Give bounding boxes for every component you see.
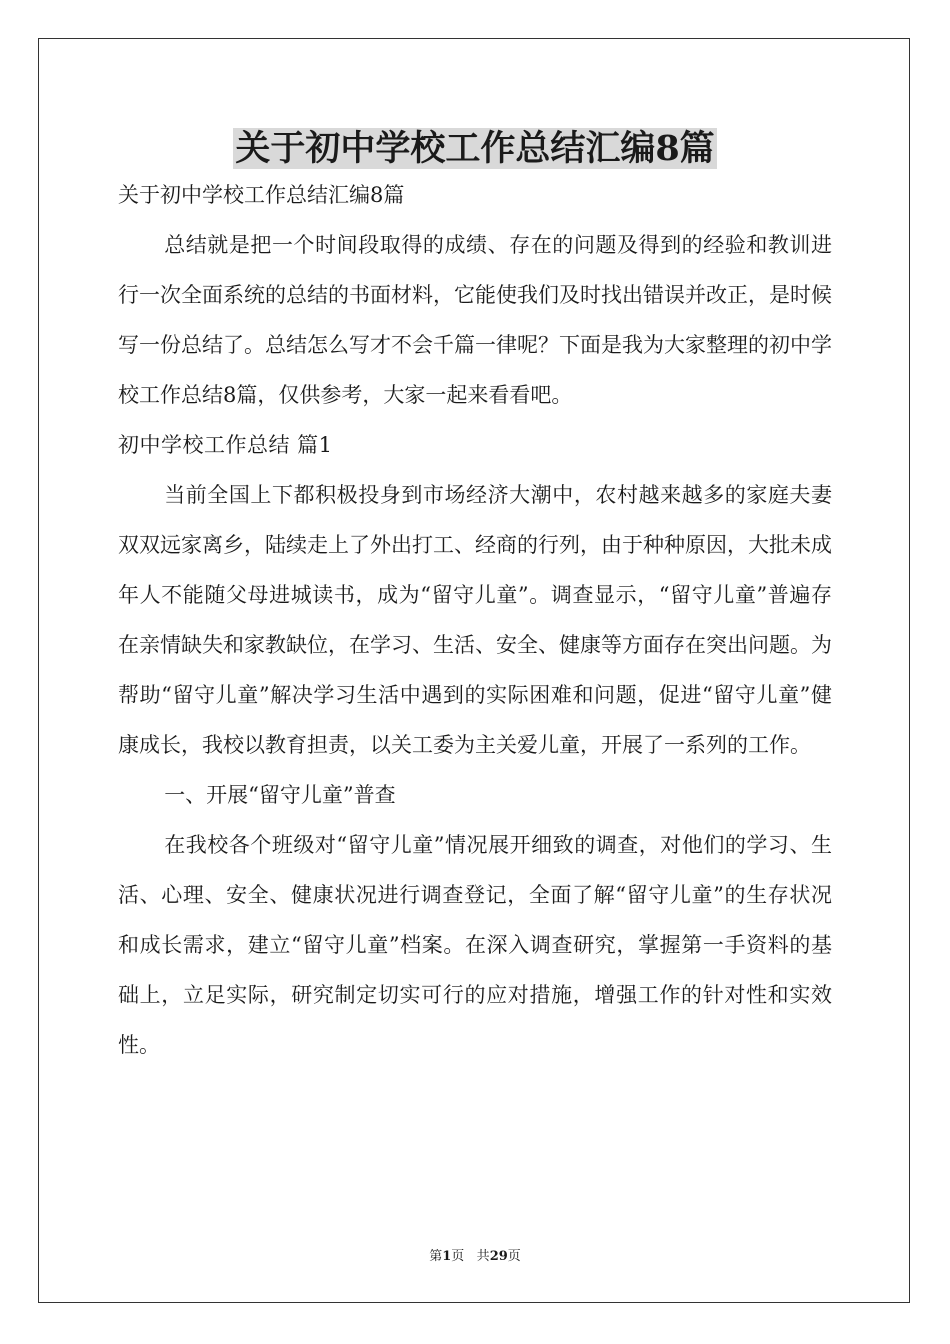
- intro-paragraph: 总结就是把一个时间段取得的成绩、存在的问题及得到的经验和教训进行一次全面系统的总结的书面材料，它能使我们及时找出错误并改正，是时候写一份总结了。总结怎么写才不会千篇一律呢？下面是我为大家整理的初中学校工作总结8篇，仅供参考，大家一起来看看吧。: [118, 233, 832, 407]
- footer-total-suffix: 页: [507, 1249, 521, 1264]
- footer-page-suffix: 页: [451, 1249, 465, 1264]
- footer-page-number: 1: [442, 1249, 452, 1264]
- footer-page-prefix: 第: [429, 1249, 443, 1264]
- footer-total-prefix: 共: [476, 1249, 490, 1264]
- body-paragraph: 在我校各个班级对“留守儿童”情况展开细致的调查，对他们的学习、生活、心理、安全、健康状况进行调查登记，全面了解“留守儿童”的生存状况和成长需求，建立“留守儿童”档案。在深入调查研究，掌握第一手资料的基础上，立足实际，研究制定切实可行的应对措施，增强工作的针对性和实效性。: [118, 833, 832, 1057]
- document-subtitle: 关于初中学校工作总结汇编8篇: [118, 183, 405, 207]
- document-title: [0, 126, 950, 172]
- body-paragraph: 当前全国上下都积极投身到市场经济大潮中，农村越来越多的家庭夫妻双双远家离乡，陆续走上了外出打工、经商的行列，由于种种原因，大批未成年人不能随父母进城读书，成为“留守儿童”。调查显示，“留守儿童”普遍存在亲情缺失和家教缺位，在学习、生活、安全、健康等方面存在突出问题。为帮助“留守儿童”解决学习生活中遇到的实际困难和问题，促进“留守儿童”健康成长，我校以教育担责，以关工委为主关爱儿童，开展了一系列的工作。: [118, 483, 832, 757]
- subsection-heading: 一、开展“留守儿童”普查: [164, 783, 396, 807]
- section-heading: 初中学校工作总结 篇1: [118, 433, 333, 457]
- footer-total-pages: 29: [489, 1249, 508, 1264]
- document-title-text: 关于初中学校工作总结汇编8篇: [235, 128, 715, 169]
- document-body: [118, 170, 832, 1070]
- page-footer: [0, 1248, 950, 1266]
